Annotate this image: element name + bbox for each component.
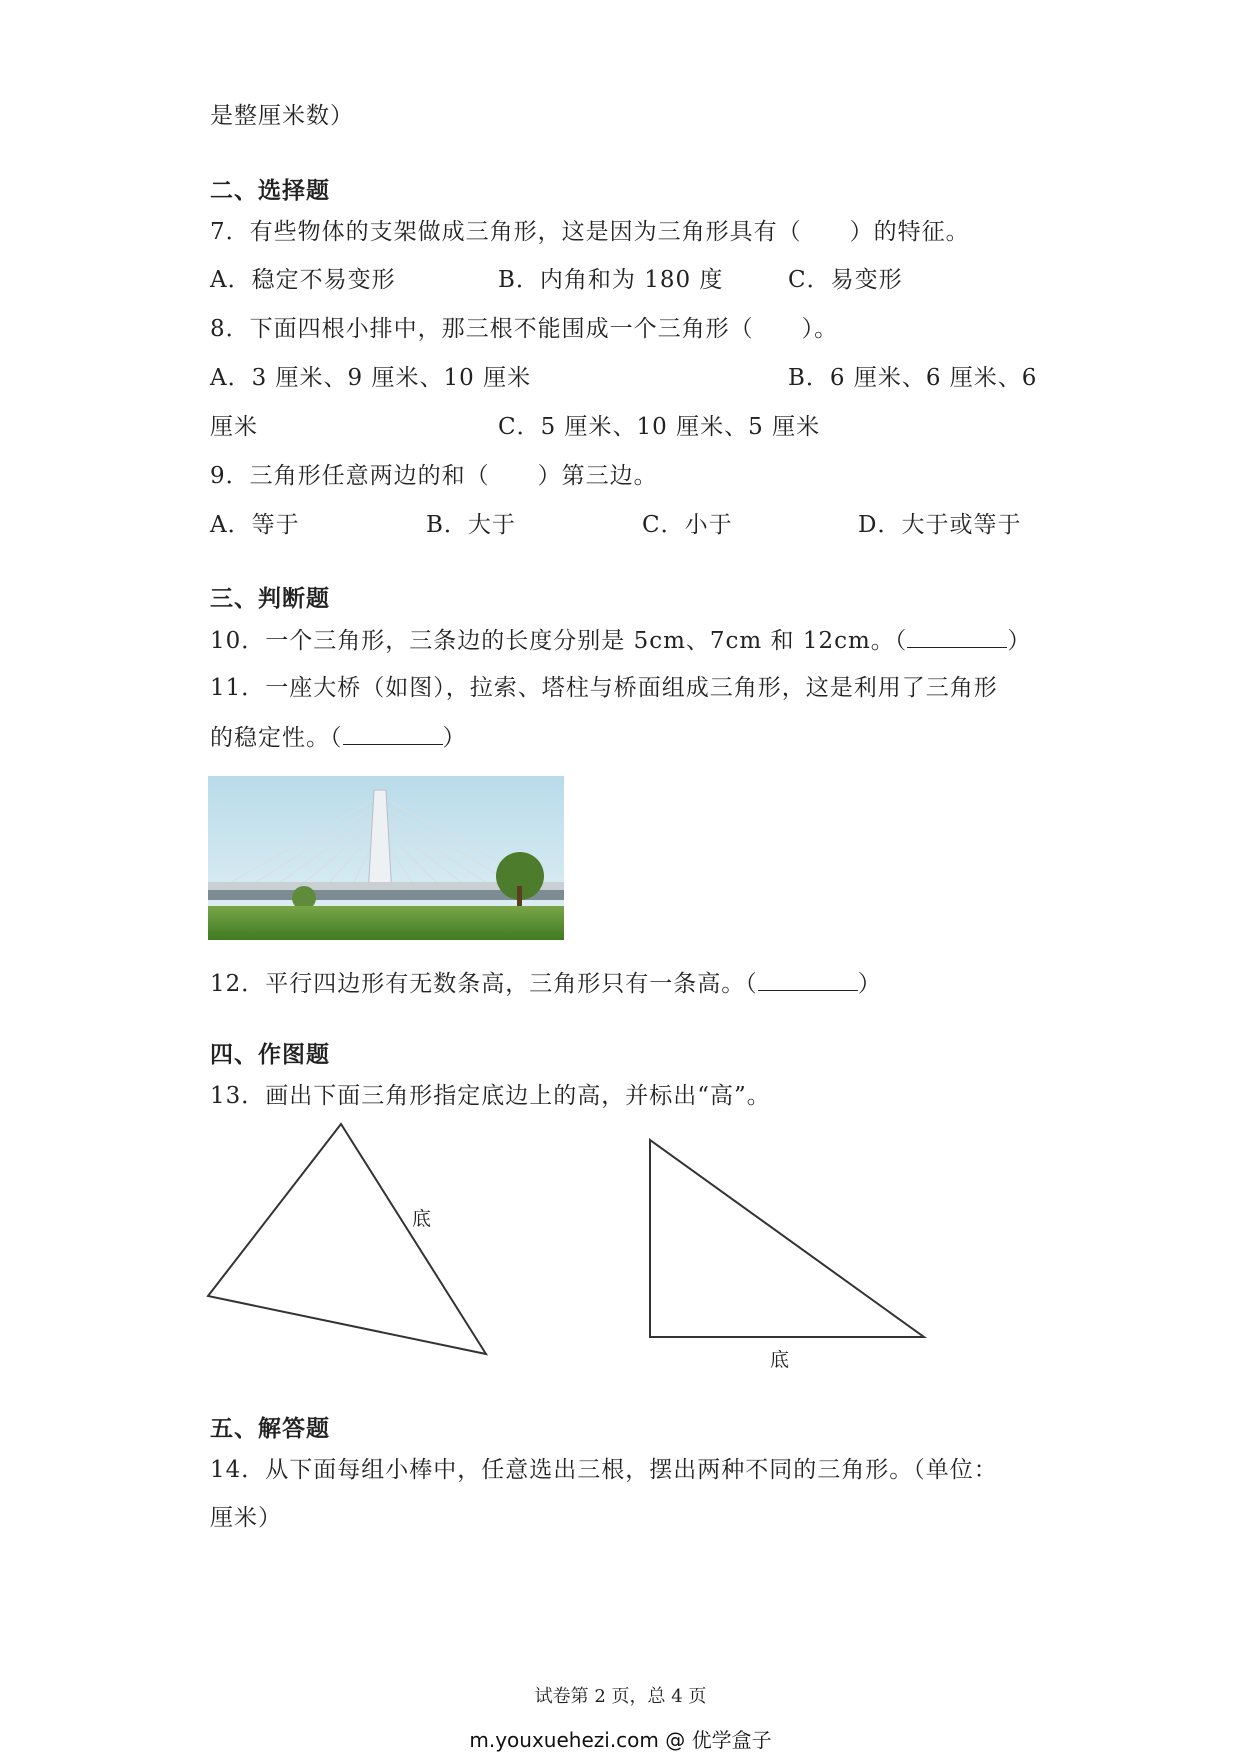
question-8-option-b-continued: 厘米 bbox=[210, 414, 258, 440]
section-heading-answer: 五、解答题 bbox=[210, 1416, 330, 1442]
bridge-photo bbox=[208, 776, 564, 940]
watermark: m.youxuehezi.com @ 优学盒子 bbox=[469, 1728, 772, 1752]
question-9-option-b: B．大于 bbox=[426, 512, 516, 538]
question-11-stem: 11．一座大桥（如图），拉索、塔柱与桥面组成三角形，这是利用了三角形 bbox=[210, 675, 998, 701]
question-8-option-b: B．6 厘米、6 厘米、6 bbox=[788, 365, 1038, 391]
question-8-stem: 8．下面四根小排中，那三根不能围成一个三角形（ ）。 bbox=[210, 316, 839, 342]
question-14-continued: 厘米） bbox=[210, 1505, 282, 1531]
answer-blank[interactable] bbox=[758, 968, 858, 991]
question-9-option-d: D．大于或等于 bbox=[858, 512, 1022, 538]
question-9-option-a: A．等于 bbox=[210, 512, 300, 538]
question-10-stem: 10．一个三角形，三条边的长度分别是 5cm、7cm 和 12cm。（ bbox=[210, 628, 908, 654]
question-7-option-c: C．易变形 bbox=[788, 267, 903, 293]
triangle-left-figure[interactable] bbox=[200, 1120, 500, 1360]
answer-blank[interactable] bbox=[343, 722, 443, 745]
triangle-left[interactable] bbox=[208, 1124, 486, 1354]
question-11-cont: 的稳定性。（ bbox=[210, 725, 343, 751]
question-11-close: ） bbox=[442, 725, 467, 751]
question-7-option-a: A．稳定不易变形 bbox=[210, 267, 396, 293]
section-heading-judgement: 三、判断题 bbox=[210, 586, 330, 612]
question-10-close: ） bbox=[1007, 628, 1032, 654]
intro-tail: 是整厘米数） bbox=[210, 103, 354, 129]
question-14-stem: 14．从下面每组小棒中，任意选出三根，摆出两种不同的三角形。（单位： bbox=[210, 1457, 998, 1483]
answer-blank[interactable] bbox=[907, 625, 1007, 648]
section-heading-drawing: 四、作图题 bbox=[210, 1042, 330, 1068]
question-7-stem: 7．有些物体的支架做成三角形，这是因为三角形具有（ ）的特征。 bbox=[210, 219, 970, 245]
triangle-right-figure[interactable] bbox=[640, 1130, 940, 1375]
question-12-close: ） bbox=[857, 971, 882, 997]
question-12-stem: 12．平行四边形有无数条高，三角形只有一条高。（ bbox=[210, 971, 758, 997]
question-8-option-c: C．5 厘米、10 厘米、5 厘米 bbox=[498, 414, 821, 440]
question-9-option-c: C．小于 bbox=[642, 512, 733, 538]
base-label-right: 底 bbox=[770, 1349, 790, 1371]
question-8-option-a: A．3 厘米、9 厘米、10 厘米 bbox=[210, 365, 532, 391]
question-13-stem: 13．画出下面三角形指定底边上的高，并标出“高”。 bbox=[210, 1083, 771, 1109]
question-10 bbox=[210, 625, 1031, 656]
question-7-option-b: B．内角和为 180 度 bbox=[498, 267, 724, 293]
question-11-continued bbox=[210, 722, 467, 753]
base-label-left: 底 bbox=[412, 1208, 432, 1230]
page-footer: 试卷第 2 页，总 4 页 bbox=[534, 1686, 707, 1707]
question-12 bbox=[210, 968, 882, 999]
question-9-stem: 9．三角形任意两边的和（ ）第三边。 bbox=[210, 463, 658, 489]
section-heading-choice: 二、选择题 bbox=[210, 178, 330, 204]
triangle-right[interactable] bbox=[650, 1140, 924, 1337]
